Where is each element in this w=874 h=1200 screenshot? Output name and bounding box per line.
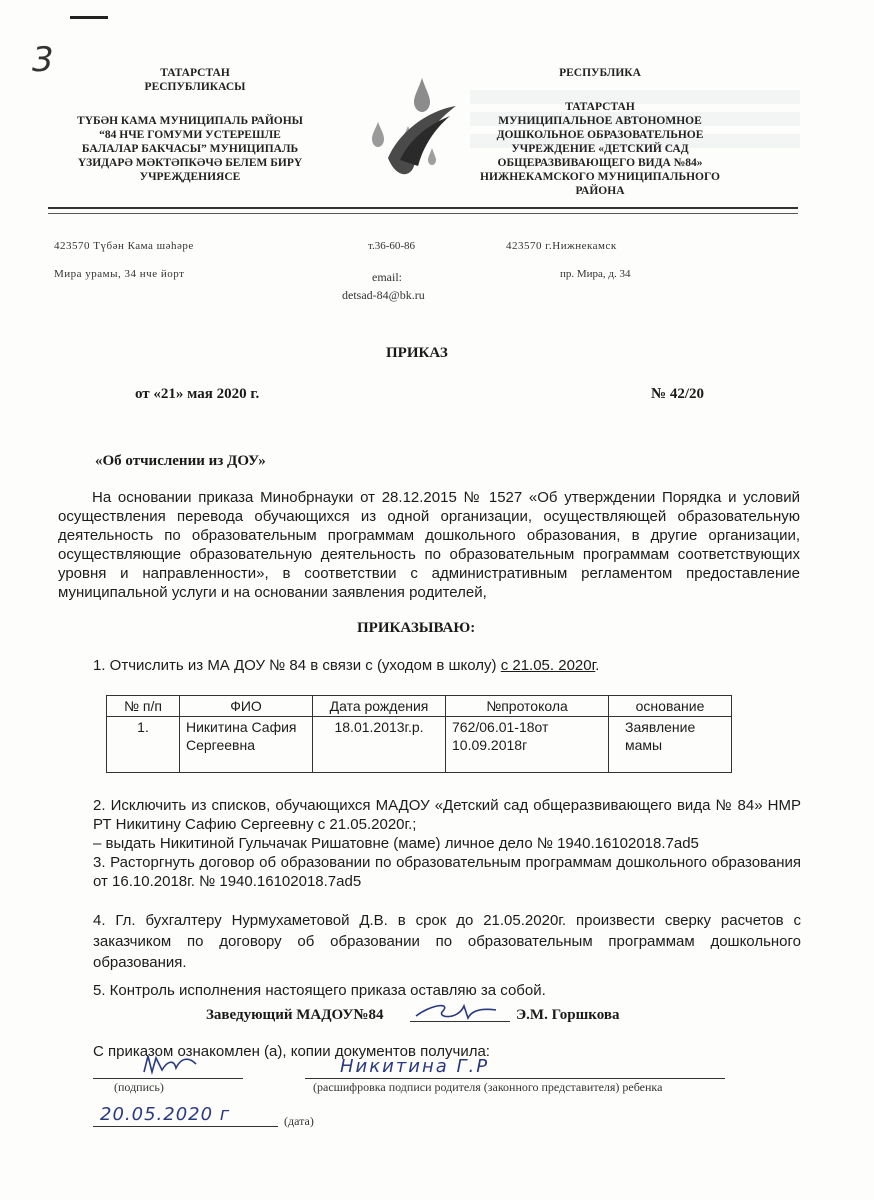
header-right-title: РЕСПУБЛИКА [559,67,641,79]
order-subject: «Об отчислении из ДОУ» [95,453,266,469]
organization-logo [360,70,460,180]
handwritten-date: 20.05.2020 г [100,1104,231,1125]
corner-mark: 3 [32,40,54,80]
head-label: Заведующий МАДОУ№84 [206,1007,384,1023]
header-divider-thin [48,213,798,214]
date-line [93,1126,278,1127]
item-2b: – выдать Никитиной Гульчачак Ришатовне (маме) личное дело № 1940.16102018.7ad5 [93,835,699,852]
order-number: № 42/20 [651,386,704,402]
phone: т.36-60-86 [368,240,416,252]
cell-fio: Никитина Сафия Сергеевна [180,717,313,773]
order-title: ПРИКАЗ [386,345,448,361]
cell-protocol: 762/06.01-18от 10.09.2018г [446,717,609,773]
cell-basis: Заявление мамы [609,717,732,773]
col-fio: ФИО [180,696,313,717]
item-4: 4. Гл. бухгалтеру Нурмухаметовой Д.В. в срок до 21.05.2020г. произвести сверку расчетов с заказчиком по договору об образовании по образовательным программам дошкольного образования. [93,912,801,971]
name-decode-line [305,1078,725,1079]
parent-handwritten-name: Никитина Г.Р [340,1056,490,1077]
item-5: 5. Контроль исполнения настоящего приказа оставляю за собой. [93,982,546,999]
col-birthdate: Дата рождения [313,696,446,717]
item-1: 1. Отчислить из МА ДОУ № 84 в связи с (уходом в школу) с 21.05. 2020г. [93,657,600,674]
parent-signature-scribble [140,1052,200,1078]
right-address-line2: пр. Мира, д. 34 [560,268,631,280]
cell-birthdate: 18.01.2013г.р. [313,717,446,773]
col-number: № п/п [107,696,180,717]
email-label: email: [372,270,402,284]
signature-caption: (подпись) [114,1080,164,1094]
acquainted-text: С приказом ознакомлен (а), копии документов получила: [93,1043,490,1060]
col-basis: основание [609,696,732,717]
header-left-title: ТАТАРСТАН РЕСПУБЛИКАСЫ [144,67,246,93]
date-caption: (дата) [284,1114,314,1128]
header-right-org: ТАТАРСТАН МУНИЦИПАЛЬНОЕ АВТОНОМНОЕ ДОШКОЛЬНОЕ ОБРАЗОВАТЕЛЬНОЕ УЧРЕЖДЕНИЕ «ДЕТСКИЙ САД ОБЩЕРАЗВИВАЮЩЕГО ВИДА №84» НИЖНЕКАМСКОГО МУНИЦИПАЛЬНОГО РАЙОНА [480,101,720,197]
cell-number: 1. [107,717,180,773]
expelled-children-table [106,695,732,773]
email: detsad-84@bk.ru [342,288,425,302]
item-3: 3. Расторгнуть договор об образовании по образовательным программам дошкольного образования от 16.10.2018г. № 1940.16102018.7ad5 [93,854,801,890]
signature-line [93,1078,243,1079]
item-2: 2. Исключить из списков, обучающихся МАДОУ «Детский сад общеразвивающего вида № 84» НМР РТ Никитину Сафию Сергеевну с 21.05.2020г.; [93,797,801,833]
item-1-date: с 21.05. 2020г [500,657,596,674]
preamble: На основании приказа Минобрнауки от 28.12.2015 № 1527 «Об утверждении Порядка и условий осуществления перевода обучающихся из одной организации, осуществляющей образовательную деятельность по образовательным программам дошкольного образования, в другие организации, осуществляющие образовательную деятельность по образовательным программам соответствующих уровня и направленности», в соответствии с административным регламентом предоставление муниципальной услуги и на основании заявления родителей, [58,489,800,601]
order-command: ПРИКАЗЫВАЮ: [357,620,476,636]
head-signature-scribble [412,998,502,1024]
header-divider [48,207,798,209]
left-address-line2: Мира урамы, 34 нче йорт [54,268,185,280]
left-address-line1: 423570 Түбән Кама шәһәре [54,240,194,252]
table-header-row [107,696,732,717]
scan-artifact [70,16,108,19]
right-address-line1: 423570 г.Нижнекамск [506,240,617,252]
head-name: Э.М. Горшкова [516,1007,620,1023]
header-left-org: ТҮБӘН КАМА МУНИЦИПАЛЬ РАЙОНЫ “84 НЧЕ ГОМУМИ УСТЕРЕШЛЕ БАЛАЛАР БАКЧАСЫ” МУНИЦИПАЛЬ ҮЗИДАРӘ МӘКТӘПКӘЧӘ БЕЛЕМ БИРҮ УЧРЕҖДЕНИЯСЕ [77,115,303,183]
decode-caption: (расшифровка подписи родителя (законного представителя) ребенка [313,1080,663,1094]
table-row [107,717,732,773]
order-date: от «21» мая 2020 г. [135,386,260,402]
col-protocol: №протокола [446,696,609,717]
